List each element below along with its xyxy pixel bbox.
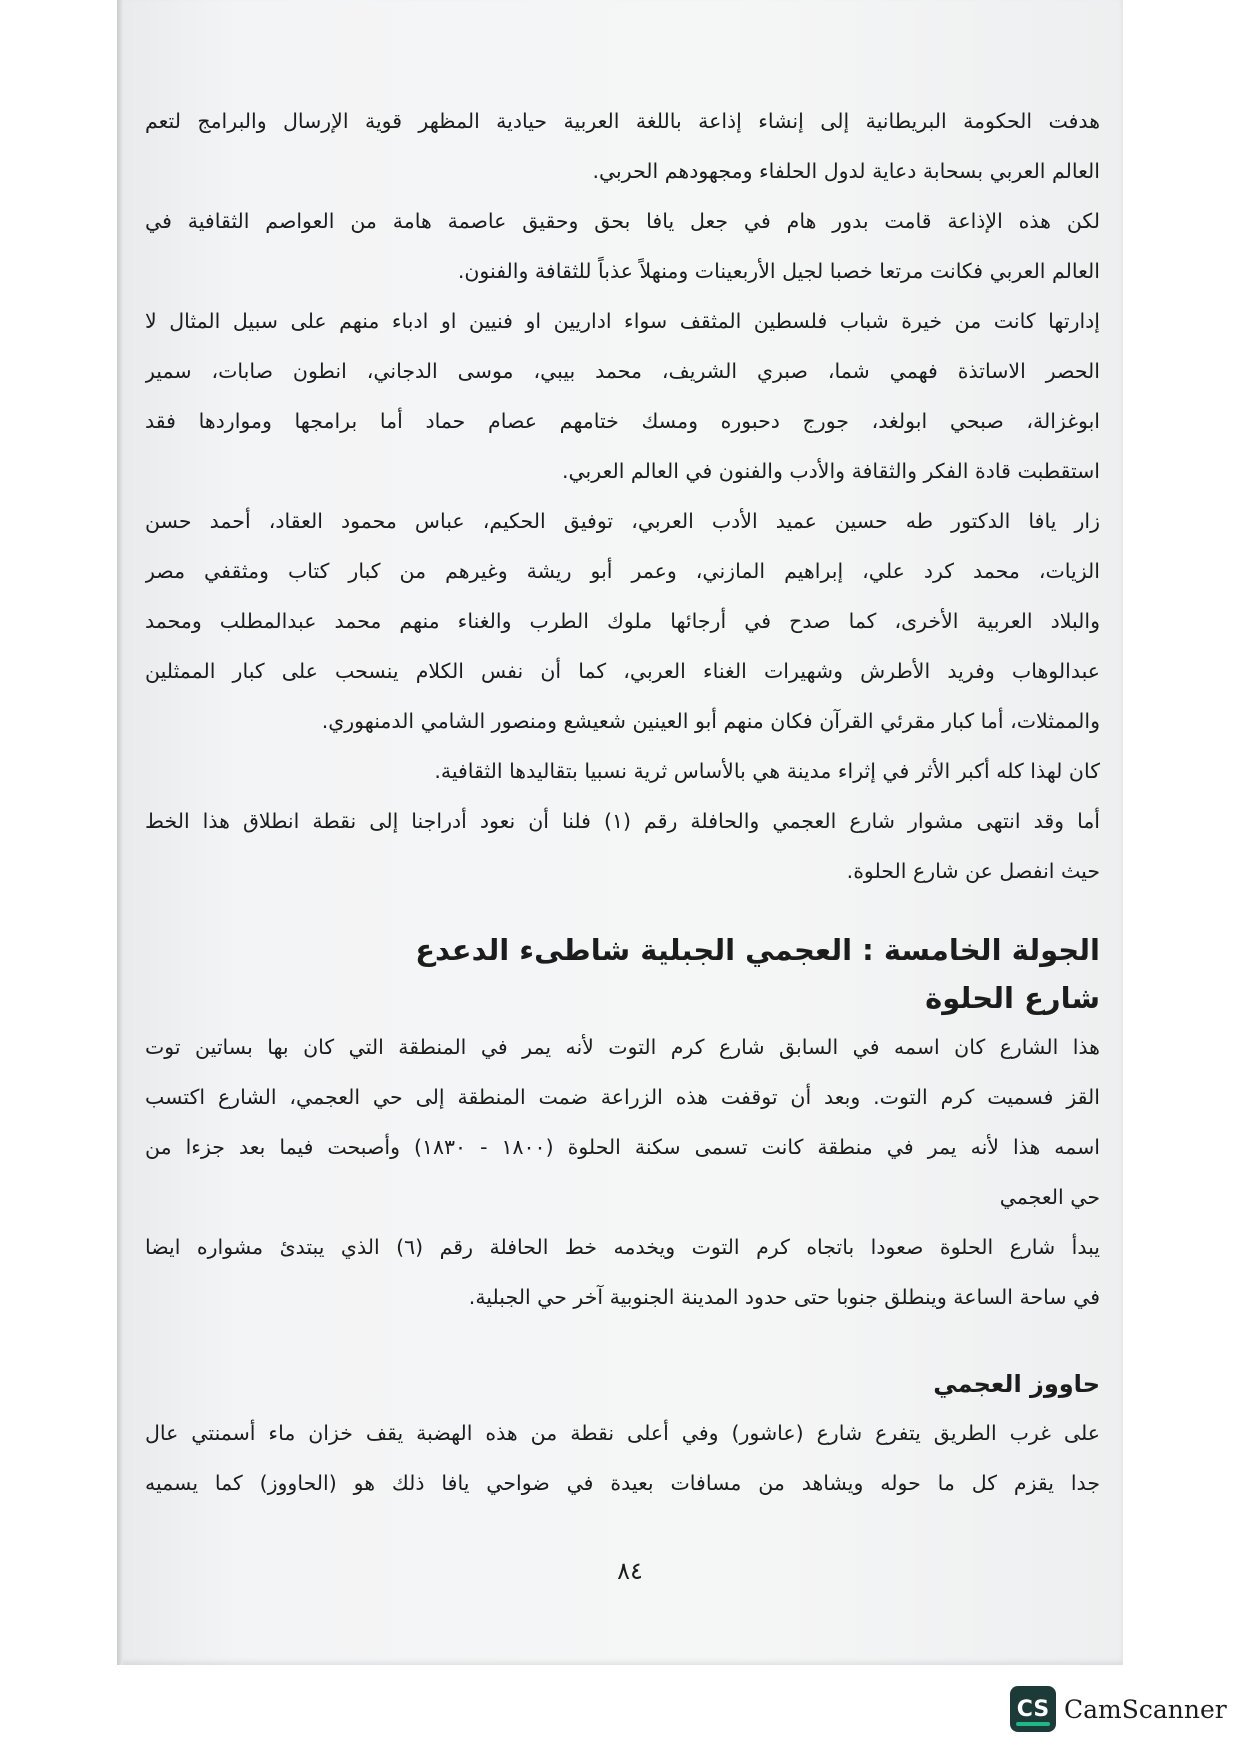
- text-line: العالم العربي فكانت مرتعا خصبا لجيل الأربعينات ومنهلاً عذباً للثقافة والفنون.: [457, 259, 1100, 283]
- camscanner-watermark: [1010, 1686, 1227, 1732]
- text-line: على غرب الطريق يتفرع شارع (عاشور) وفي أعلى نقطة من هذه الهضبة يقف خزان ماء أسمنتي عال: [145, 1421, 1100, 1445]
- paragraph: [145, 796, 1100, 896]
- text-line: اسمه هذا لأنه يمر في منطقة كانت تسمى سكنة الحلوة (١٨٠٠ - ١٨٣٠) وأصبحت فيما بعد جزءا من: [145, 1135, 1100, 1159]
- text-line: والبلاد العربية الأخرى، كما صدح في أرجائها ملوك الطرب والغناء منهم محمد عبدالمطلب ومحمد: [145, 609, 1100, 633]
- paragraph: [145, 1408, 1100, 1508]
- paragraph: [145, 196, 1100, 296]
- paragraph: [145, 746, 1100, 796]
- text-line: أما وقد انتهى مشوار شارع العجمي والحافلة رقم (١) فلنا أن نعود أدراجنا إلى نقطة انطلاق هذا الخط: [145, 809, 1100, 833]
- text-line: الزيات، محمد كرد علي، إبراهيم المازني، وعمر أبو ريشة وغيرهم من كبار كتاب ومثقفي مصر: [145, 559, 1100, 583]
- page-number: ٨٤: [617, 1557, 643, 1585]
- text-line: جدا يقزم كل ما حوله ويشاهد من مسافات بعيدة في ضواحي يافا ذلك هو (الحاووز) كما يسميه: [145, 1471, 1100, 1495]
- camscanner-brand-text: CamScanner: [1064, 1694, 1227, 1724]
- paragraph: [145, 1022, 1100, 1222]
- spacer: [145, 1322, 1100, 1360]
- text-line: كان لهذا كله أكبر الأثر في إثراء مدينة هي بالأساس ثرية نسبيا بتقاليدها الثقافية.: [434, 759, 1100, 783]
- text-line: ابوغزالة، صبحي ابولغد، جورج دحبوره ومسك ختامهم عصام حماد أما برامجها ومواردها فقد: [145, 409, 1100, 433]
- text-line: استقطبت قادة الفكر والثقافة والأدب والفنون في العالم العربي.: [561, 459, 1100, 483]
- text-line: في ساحة الساعة وينطلق جنوبا حتى حدود المدينة الجنوبية آخر حي الجبلية.: [468, 1285, 1100, 1309]
- text-line: حي العجمي: [999, 1185, 1100, 1209]
- text-line: الحصر الاساتذة فهمي شما، صبري الشريف، محمد بيبي، موسى الدجاني، انطون صابات، سمير: [145, 359, 1100, 383]
- text-line: إدارتها كانت من خيرة شباب فلسطين المثقف سواء اداريين او فنيين او ادباء منهم على سبيل المثال لا: [145, 309, 1100, 333]
- text-line: والممثلات، أما كبار مقرئي القرآن فكان منهم أبو العينين شعيشع ومنصور الشامي الدمنهوري.: [321, 709, 1100, 733]
- text-line: زار يافا الدكتور طه حسين عميد الأدب العربي، توفيق الحكيم، عباس محمود العقاد، أحمد حسن: [145, 509, 1100, 533]
- spacer: [145, 896, 1100, 926]
- text-line: هذا الشارع كان اسمه في السابق شارع كرم التوت لأنه يمر في المنطقة التي كان بها بساتين توت: [145, 1035, 1100, 1059]
- paragraph: [145, 96, 1100, 196]
- section-heading: الجولة الخامسة : العجمي الجبلية شاطىء الدعدع: [415, 933, 1100, 967]
- text-line: يبدأ شارع الحلوة صعودا باتجاه كرم التوت ويخدمه خط الحافلة رقم (٦) الذي يبتدئ مشواره ايضا: [145, 1235, 1100, 1259]
- paragraph: [145, 496, 1100, 746]
- text-line: القز فسميت كرم التوت. وبعد أن توقفت هذه الزراعة ضمت المنطقة إلى حي العجمي، الشارع اكتسب: [145, 1085, 1100, 1109]
- paragraph: [145, 1222, 1100, 1322]
- section-subheading: شارع الحلوة: [925, 981, 1100, 1015]
- paragraph: [145, 296, 1100, 496]
- section-heading: حاووز العجمي: [933, 1370, 1100, 1398]
- camscanner-logo-icon: CS: [1010, 1686, 1056, 1732]
- text-line: لكن هذه الإذاعة قامت بدور هام في جعل يافا بحق وحقيق عاصمة هامة من العواصم الثقافية في: [145, 209, 1100, 233]
- text-line: حيث انفصل عن شارع الحلوة.: [846, 859, 1100, 883]
- page-edge-shadow: [117, 0, 123, 1665]
- text-line: هدفت الحكومة البريطانية إلى إنشاء إذاعة باللغة العربية حيادية المظهر قوية الإرسال والبرامج لتعم: [145, 109, 1100, 133]
- text-line: عبدالوهاب وفريد الأطرش وشهيرات الغناء العربي، كما أن نفس الكلام ينسحب على كبار الممثلين: [145, 659, 1100, 683]
- text-line: العالم العربي بسحابة دعاية لدول الحلفاء ومجهودهم الحربي.: [592, 159, 1100, 183]
- page-content: [145, 96, 1100, 1508]
